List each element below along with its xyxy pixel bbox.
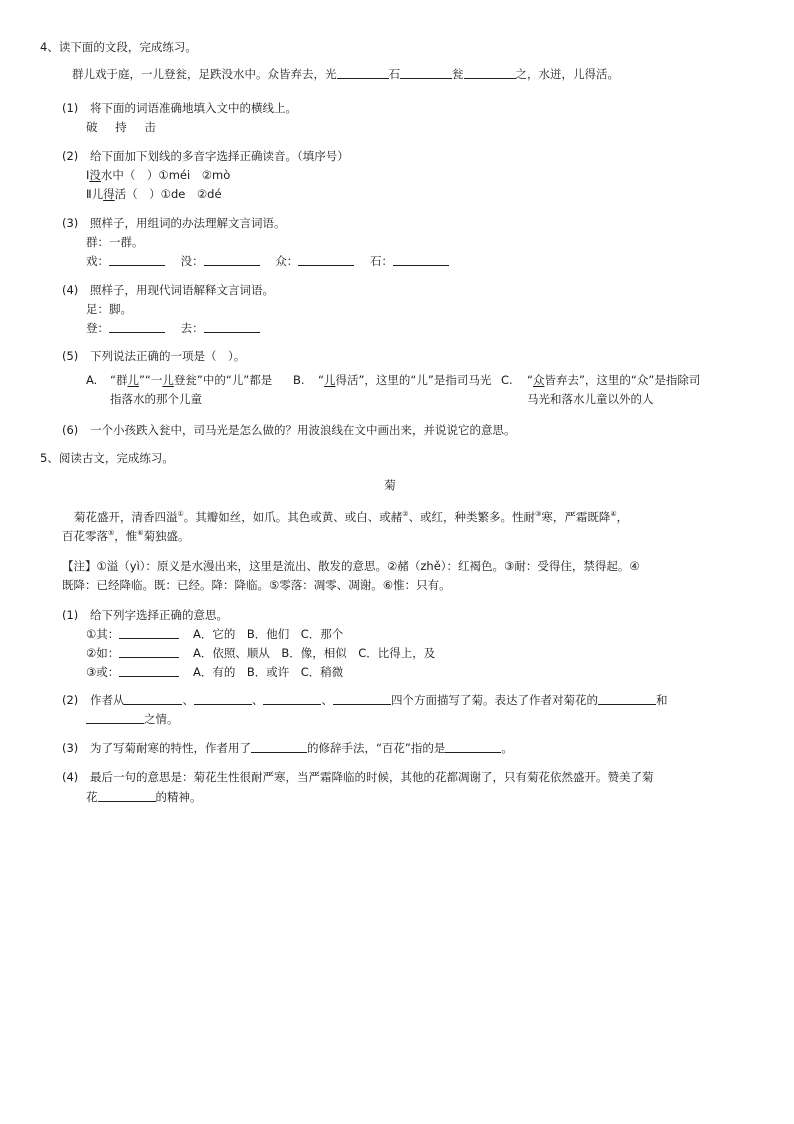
item-shi: 石：: [369, 254, 393, 268]
notes-line2: 既降：已经降临。既：已经。降：降临。⑤零落：凋零、凋谢。⑥惟：只有。: [62, 578, 451, 592]
q5-sub1-text: 给下列字选择正确的意思。: [89, 608, 228, 622]
option-a-text-3: 登瓮”中的“儿”都是指落水的那个儿童: [110, 373, 273, 406]
feeling-blank-2[interactable]: [86, 712, 144, 724]
baihua-blank[interactable]: [445, 741, 501, 753]
footnote-mark-3: ③: [535, 510, 542, 518]
option-c-text-1: “: [527, 373, 533, 387]
item-qu: 去：: [180, 321, 204, 335]
q4-sub2-row1: [86, 168, 230, 183]
q4-passage-blank-1[interactable]: [337, 67, 389, 79]
q5-heading: 5、阅读古文，完成练习。: [40, 451, 174, 465]
option-a-text-2: ”“一: [138, 373, 163, 387]
blank-deng[interactable]: [109, 321, 165, 333]
blank-mo[interactable]: [204, 254, 260, 266]
blank-ru[interactable]: [119, 646, 179, 658]
footnote-mark-5: ⑤: [108, 529, 115, 537]
passage-text-2: 。其瓣如丝，如爪。其色或黄、或白、或赭: [183, 510, 403, 524]
q5-sub3: [62, 741, 513, 756]
q4-sub4: [62, 283, 274, 298]
q5-passage-line1: [74, 510, 628, 525]
q5-sub2-text-4: 之情。: [144, 712, 179, 726]
option-b-underline: 儿: [323, 373, 336, 387]
aspect-blank-2[interactable]: [194, 693, 252, 705]
q5-sub3-number: (3): [62, 741, 79, 755]
row1-options: 水中（ ）①méi ②mò: [100, 168, 231, 182]
notes-line1: 【注】①溢（yì）：原义是水漫出来，这里是流出、散发的意思。②赭（zhě）：红褐色。③耐：受得住，禁得起。④: [62, 559, 640, 573]
q5-sub1-number: (1): [62, 608, 79, 622]
q4-sub2: [62, 149, 349, 164]
passage-text-6: 百花零落: [62, 529, 108, 543]
passage-text-5: ，: [616, 510, 629, 524]
row2-underlined-char: 得: [103, 187, 115, 201]
blank-shi[interactable]: [393, 254, 449, 266]
spirit-blank[interactable]: [98, 790, 156, 802]
passage-text-4: 寒，严霜既降: [541, 510, 611, 524]
q5-sub3-text-2: 的修辞手法，“百花”指的是: [306, 741, 446, 755]
q5-sub2-number: (2): [62, 693, 79, 707]
q4-sub2-row2: [86, 187, 222, 202]
option-c-text-2: 皆弃去”，这里的“众”是指除司马光和落水儿童以外的人: [527, 373, 701, 406]
q4-sub3-example: 群：一群。: [86, 235, 144, 249]
blank-qu[interactable]: [204, 321, 260, 333]
q4-sub1: [62, 101, 297, 116]
row1-underlined-char: 没: [89, 168, 101, 182]
rhetoric-blank[interactable]: [251, 741, 307, 753]
q5-sub2-text-3: 和: [655, 693, 668, 707]
q5-sub1-options: [86, 625, 435, 682]
footnote-mark-6: ⑥: [137, 529, 144, 537]
blank-zhong[interactable]: [298, 254, 354, 266]
row2-prefix: Ⅱ儿: [86, 187, 104, 201]
item-xi: 戏：: [86, 254, 109, 268]
q4-passage-part1: 群儿戏于庭，一儿登瓮，足跌没水中。众皆弃去，光: [72, 67, 337, 81]
q4-passage-blank-3[interactable]: [464, 67, 516, 79]
option-b-label[interactable]: B.: [293, 373, 305, 387]
q4-sub6-number: (6): [62, 423, 79, 437]
footnote-mark-1: ①: [177, 510, 184, 518]
q5-option-row: [86, 625, 435, 644]
row-label-qi: ①其：: [86, 627, 120, 641]
q5-sub4-line2: [86, 790, 202, 805]
q4-passage-part4: 之，水迸，儿得活。: [515, 67, 619, 81]
option-a-label[interactable]: A.: [86, 373, 98, 387]
option-c[interactable]: [527, 371, 702, 409]
q4-sub6-text: 一个小孩跌入瓮中，司马光是怎么做的？用波浪线在文中画出来，并说说它的意思。: [89, 423, 516, 437]
q4-sub3-items: [86, 254, 449, 269]
word-po: 破: [86, 120, 98, 134]
passage-text-3: 、或红，种类繁多。性耐: [408, 510, 536, 524]
q5-sub2: [62, 693, 667, 708]
aspect-blank-1[interactable]: [124, 693, 182, 705]
q5-sub2-text-1: 作者从: [89, 693, 125, 707]
q4-passage-part3: 瓮: [452, 67, 464, 81]
q5-option-row: [86, 644, 435, 663]
q4-sub3-text: 照样子，用组词的办法理解文言词语。: [89, 216, 286, 230]
aspect-blank-4[interactable]: [333, 693, 391, 705]
blank-qi[interactable]: [119, 627, 179, 639]
passage-text-8: 菊独盛。: [143, 529, 190, 543]
q5-sub2-text-2: 四个方面描写了菊。表达了作者对菊花的: [390, 693, 598, 707]
word-chi: 持: [115, 120, 127, 134]
aspect-blank-3[interactable]: [263, 693, 321, 705]
blank-xi[interactable]: [109, 254, 165, 266]
q4-sub4-number: (4): [62, 283, 79, 297]
q4-sub1-text: 将下面的词语准确地填入文中的横线上。: [89, 101, 297, 115]
row1-prefix: Ⅰ: [86, 168, 90, 182]
q4-sub2-number: (2): [62, 149, 79, 163]
q4-sub5-number: (5): [62, 349, 79, 363]
q4-sub1-number: (1): [62, 101, 79, 115]
option-a[interactable]: [110, 371, 278, 409]
q5-sub4-text-1: 最后一句的意思是：菊花生性很耐严寒，当严霜降临的时候，其他的花都凋谢了，只有菊花依然盛开。赞美了菊: [89, 770, 654, 784]
options-huo[interactable]: A．有的 B．或许 C．稍微: [192, 665, 344, 679]
feeling-blank-1[interactable]: [598, 693, 656, 705]
q5-sub4-text-2: 花: [86, 790, 98, 804]
q5-sub3-text-1: 为了写菊耐寒的特性，作者用了: [89, 741, 251, 755]
item-mo: 没：: [180, 254, 204, 268]
q4-passage-blank-2[interactable]: [400, 67, 452, 79]
option-a-underline-1: 儿: [127, 373, 139, 387]
passage-text-1: 菊花盛开，清香四溢: [74, 510, 178, 524]
q5-passage-line2: [62, 529, 190, 544]
q4-sub4-text: 照样子，用现代词语解释文言词语。: [89, 283, 274, 297]
q4-sub5: [62, 349, 245, 364]
option-b-text-1: “: [318, 373, 324, 387]
q5-option-row: [86, 663, 435, 682]
item-zhong: 众：: [275, 254, 299, 268]
separator-1: 、: [182, 693, 194, 707]
word-ji: 击: [144, 120, 156, 134]
q4-sub2-text: 给下面加下划线的多音字选择正确读音。（填序号）: [89, 149, 349, 163]
q4-sub3-number: (3): [62, 216, 79, 230]
q4-sub5-text: 下列说法正确的一项是（ ）。: [89, 349, 246, 363]
q4-heading: 4、读下面的文段，完成练习。: [40, 40, 197, 54]
footnote-mark-4: ④: [610, 510, 617, 518]
option-c-label[interactable]: C.: [501, 373, 513, 387]
separator-2: 、: [251, 693, 264, 707]
q5-sub4-number: (4): [62, 770, 79, 784]
options-ru[interactable]: A．依照、顺从 B．像，相似 C．比得上，及: [192, 646, 436, 660]
poem-title: 菊: [384, 478, 396, 492]
options-qi[interactable]: A．它的 B．他们 C．那个: [192, 627, 344, 641]
q4-sub4-items: [86, 321, 260, 336]
option-c-underline: 众: [532, 373, 545, 387]
passage-text-7: ，惟: [114, 529, 138, 543]
q4-passage: [72, 67, 619, 82]
blank-huo[interactable]: [119, 665, 179, 677]
q5-sub4: [62, 770, 653, 785]
footnote-mark-2: ②: [402, 510, 409, 518]
q4-sub1-words: [86, 120, 156, 135]
row-label-ru: ②如：: [86, 646, 120, 660]
option-b[interactable]: [318, 371, 493, 390]
q5-sub4-text-3: 的精神。: [155, 790, 202, 804]
row2-options: 活（ ）①de ②dé: [114, 187, 222, 201]
q5-sub2-line2: [86, 712, 179, 727]
separator-3: 、: [321, 693, 333, 707]
option-b-text-2: 得活”，这里的“儿”是指司马光: [335, 373, 492, 387]
option-a-text-1: “群: [110, 373, 128, 387]
item-deng: 登：: [86, 321, 109, 335]
q4-sub3: [62, 216, 285, 231]
row-label-huo: ③或：: [86, 665, 120, 679]
option-a-underline-2: 儿: [162, 373, 174, 387]
q5-sub1: [62, 608, 228, 623]
q5-sub3-text-3: 。: [501, 741, 513, 755]
q4-passage-part2: 石: [388, 67, 400, 81]
q4-sub4-example: 足：脚。: [86, 302, 132, 316]
q4-sub6: [62, 423, 515, 438]
